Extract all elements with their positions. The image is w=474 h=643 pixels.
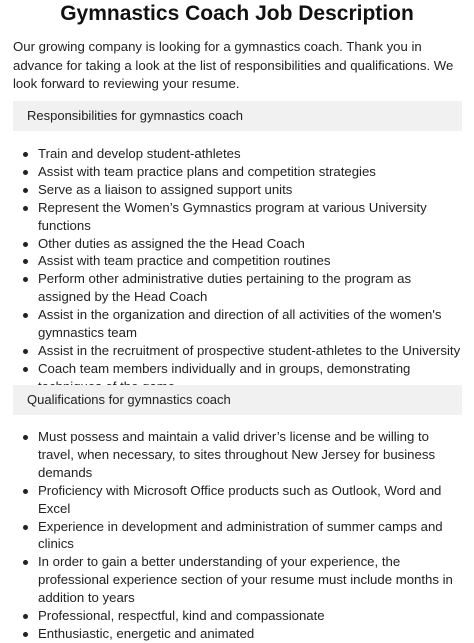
list-item: In order to gain a better understanding of your experience, the professional experience section of your resume must include months in addition to years [13,553,465,607]
list-item: Represent the Women’s Gymnastics program at various University functions [13,199,465,235]
list-item: Assist with team practice plans and competition strategies [13,163,465,181]
responsibilities-list [13,145,465,396]
responsibilities-heading: Responsibilities for gymnastics coach [13,101,462,131]
list-item: Proficiency with Microsoft Office products such as Outlook, Word and Excel [13,482,465,518]
list-item: Serve as a liaison to assigned support units [13,181,465,199]
page-title: Gymnastics Coach Job Description [60,2,414,25]
list-item: Must possess and maintain a valid driver’s license and be willing to travel, when necessary, to sites throughout New Jersey for business demands [13,428,465,482]
list-item: Train and develop student-athletes [13,145,465,163]
qualifications-heading: Qualifications for gymnastics coach [13,385,462,415]
list-item: Enthusiastic, energetic and animated [13,625,465,643]
list-item: Assist in the organization and direction of all activities of the women's gymnastics team [13,306,465,342]
list-item: Assist in the recruitment of prospective student-athletes to the University [13,342,465,360]
list-item: Perform other administrative duties pertaining to the program as assigned by the Head Coach [13,270,465,306]
list-item: Coach team members individually and in groups, demonstrating [13,360,465,396]
list-item: Experience in development and administration of summer camps and clinics [13,518,465,554]
list-item: Professional, respectful, kind and compassionate [13,607,465,625]
qualifications-list [13,428,465,643]
intro-paragraph: Our growing company is looking for a gymnastics coach. Thank you in advance for taking a look at the list of responsibilities and qualifications. We look forward to reviewing your resume. [13,39,454,91]
list-item: Assist with team practice and competition routines [13,252,465,270]
list-item: Other duties as assigned the the Head Coach [13,235,465,253]
